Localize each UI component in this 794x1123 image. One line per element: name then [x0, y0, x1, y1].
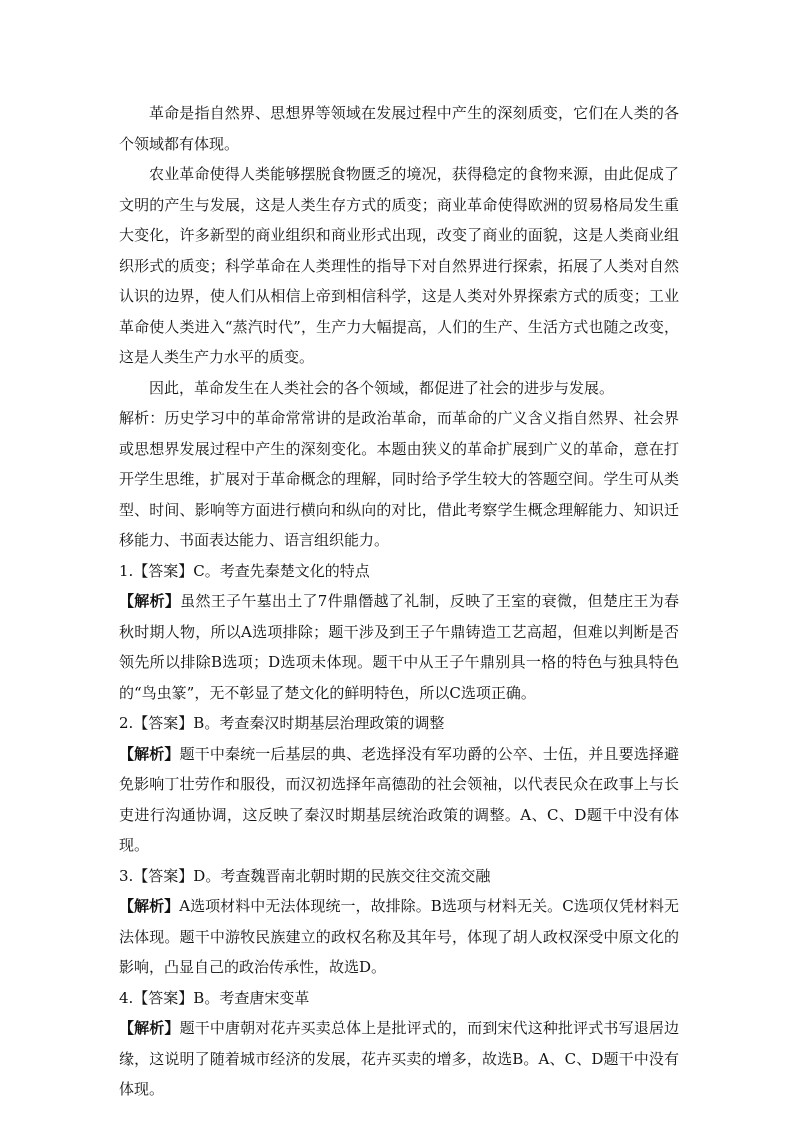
explanation-label: 【解析】 — [119, 1019, 180, 1037]
answer-1-explanation — [119, 586, 679, 708]
explanation-label: 【解析】 — [119, 744, 180, 763]
answer-2-explanation — [119, 739, 679, 861]
answer-3-heading: 3.【答案】D。考查魏晋南北朝时期的民族交往交流交融 — [119, 866, 491, 885]
analysis-label: 解析： — [119, 409, 165, 427]
essay-paragraph-3: 因此，革命发生在人类社会的各个领域，都促进了社会的进步与发展。 — [149, 378, 615, 397]
explanation-text: 题干中唐朝对花卉买卖总体上是批评式的，而到宋代这种批评式书写退居边缘，这说明了随着城市经济的发展，花卉买卖的增多，故选B。A、C、D题干中没有体现。 — [119, 1019, 679, 1098]
analysis-text: 历史学习中的革命常常讲的是政治革命，而革命的广义含义指自然界、社会界或思想界发展过程中产生的深刻变化。本题由狭义的革命扩展到广义的革命，意在打开学生思维，扩展对于革命概念的理解，同时给予学生较大的答题空间。学生可从类型、时间、影响等方面进行横向和纵向的对比，借此考察学生概念理解能力、知识迁移能力、书面表达能力、语言组织能力。 — [119, 409, 679, 549]
explanation-text: A选项材料中无法体现统一，故排除。B选项与材料无关。C选项仅凭材料无法体现。题干中游牧民族建立的政权名称及其年号，体现了胡人政权深受中原文化的影响，凸显自己的政治传承性，故选D。 — [119, 897, 679, 976]
essay-paragraph-2: 农业革命使得人类能够摆脱食物匮乏的境况，获得稳定的食物来源，由此促成了文明的产生与发展，这是人类生存方式的质变；商业革命使得欧洲的贸易格局发生重大变化，许多新型的商业组织和商业形式出现，改变了商业的面貌，这是人类商业组织形式的质变；科学革命在人类理性的指导下对自然界进行探索，拓展了人类对自然认识的边界，使人们从相信上帝到相信科学，这是人类对外界探索方式的质变；工业革命使人类进入“蒸汽时代”，生产力大幅提高，人们的生产、生活方式也随之改变，这是人类生产力水平的质变。 — [119, 165, 679, 366]
answer-1-heading: 1.【答案】C。考查先秦楚文化的特点 — [119, 561, 370, 580]
essay-paragraph-1: 革命是指自然界、思想界等领域在发展过程中产生的深刻质变，它们在人类的各个领域都有体现。 — [119, 104, 679, 153]
explanation-text: 题干中秦统一后基层的典、老选择没有军功爵的公卒、士伍，并且要选择避免影响丁壮劳作和服役，而汉初选择年高德劭的社会领袖，以代表民众在政事上与长吏进行沟通协调，这反映了秦汉时期基层统治政策的调整。A、C、D题干中没有体现。 — [119, 744, 679, 854]
answer-4-explanation — [119, 1013, 679, 1105]
document-body — [119, 98, 679, 1105]
explanation-label: 【解析】 — [119, 592, 181, 610]
explanation-text: 虽然王子午墓出土了7件鼎僭越了礼制，反映了王室的衰微，但楚庄王为春秋时期人物，所以A选项排除；题干涉及到王子午鼎铸造工艺高超，但难以判断是否领先所以排除B选项；D选项未体现。题干中从王子午鼎别具一格的特色与独具特色的“鸟虫篆”，无不彰显了楚文化的鲜明特色，所以C选项正确。 — [119, 592, 679, 702]
answer-4-heading: 4.【答案】B。考查唐宋变革 — [119, 988, 310, 1007]
answer-2-heading: 2.【答案】B。考查秦汉时期基层治理政策的调整 — [119, 714, 445, 732]
explanation-label: 【解析】 — [119, 897, 180, 915]
answer-3-explanation — [119, 891, 679, 983]
analysis-paragraph — [119, 403, 679, 556]
